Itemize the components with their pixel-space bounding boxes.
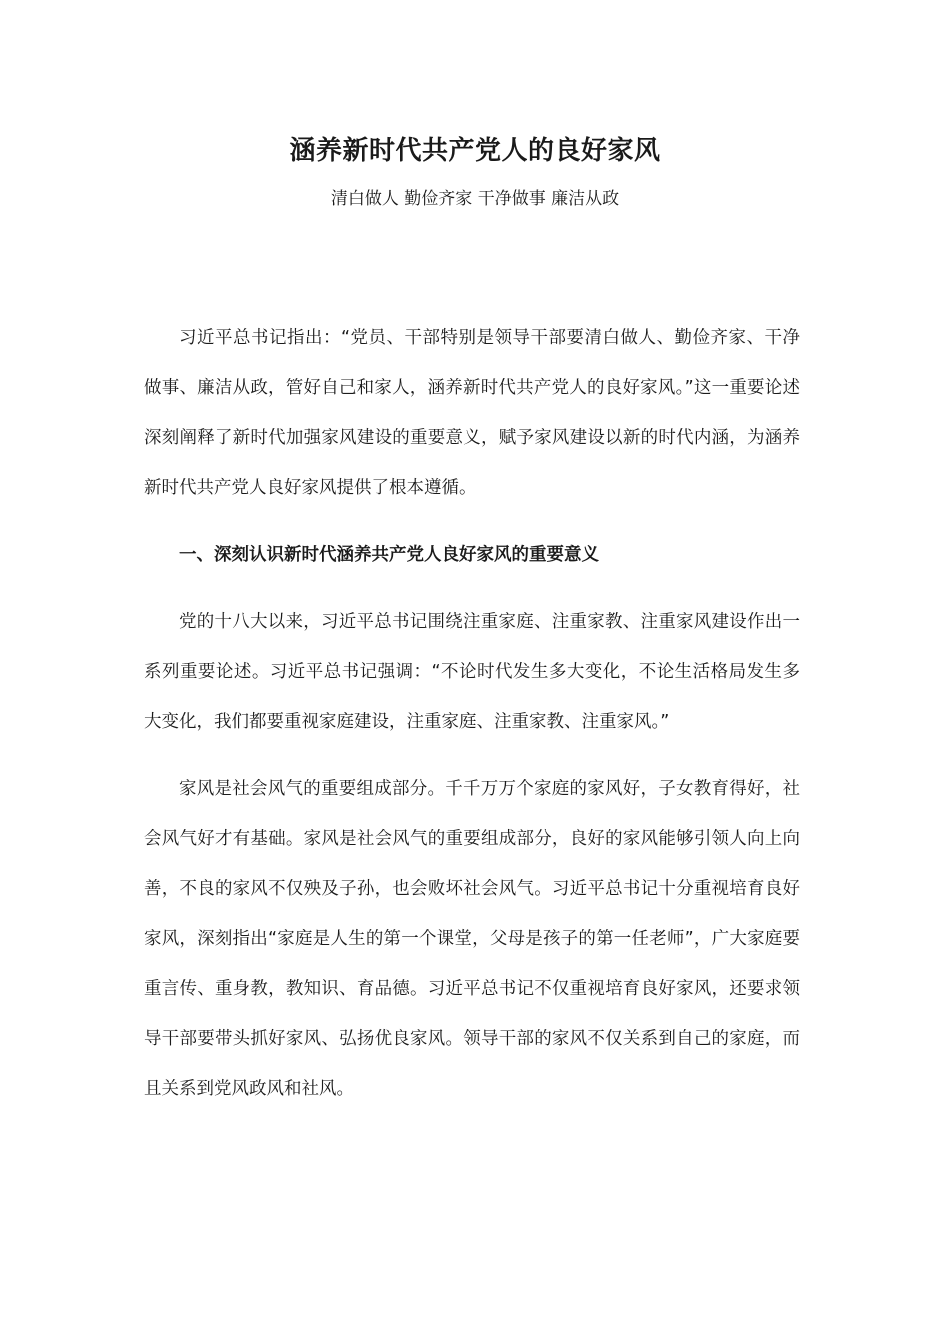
intro-paragraph: 习近平总书记指出：“党员、干部特别是领导干部要清白做人、勤俭齐家、干净做事、廉洁从政，管好自己和家人，涵养新时代共产党人的良好家风。”这一重要论述深刻阐释了新时代加强家风建设的重要意义，赋予家风建设以新的时代内涵，为涵养新时代共产党人良好家风提供了根本遵循。: [144, 328, 800, 498]
document-body: [144, 313, 800, 1131]
body-paragraph: 家风是社会风气的重要组成部分。千千万万个家庭的家风好，子女教育得好，社会风气好才有基础。家风是社会风气的重要组成部分，良好的家风能够引领人向上向善，不良的家风不仅殃及子孙，也会败坏社会风气。习近平总书记十分重视培育良好家风，深刻指出“家庭是人生的第一个课堂，父母是孩子的第一任老师”，广大家庭要重言传、重身教，教知识、育品德。习近平总书记不仅重视培育良好家风，还要求领导干部要带头抓好家风、弘扬优良家风。领导干部的家风不仅关系到自己的家庭，而且关系到党风政风和社风。: [144, 779, 800, 1099]
document-subtitle: 清白做人 勤俭齐家 干净做事 廉洁从政: [330, 189, 620, 209]
document-title: 涵养新时代共产党人的良好家风: [289, 136, 661, 166]
section-heading: 一、深刻认识新时代涵养共产党人良好家风的重要意义: [179, 545, 599, 565]
body-paragraph: 党的十八大以来，习近平总书记围绕注重家庭、注重家教、注重家风建设作出一系列重要论述。习近平总书记强调：“不论时代发生多大变化，不论生活格局发生多大变化，我们都要重视家庭建设，注重家庭、注重家教、注重家风。”: [144, 612, 800, 732]
